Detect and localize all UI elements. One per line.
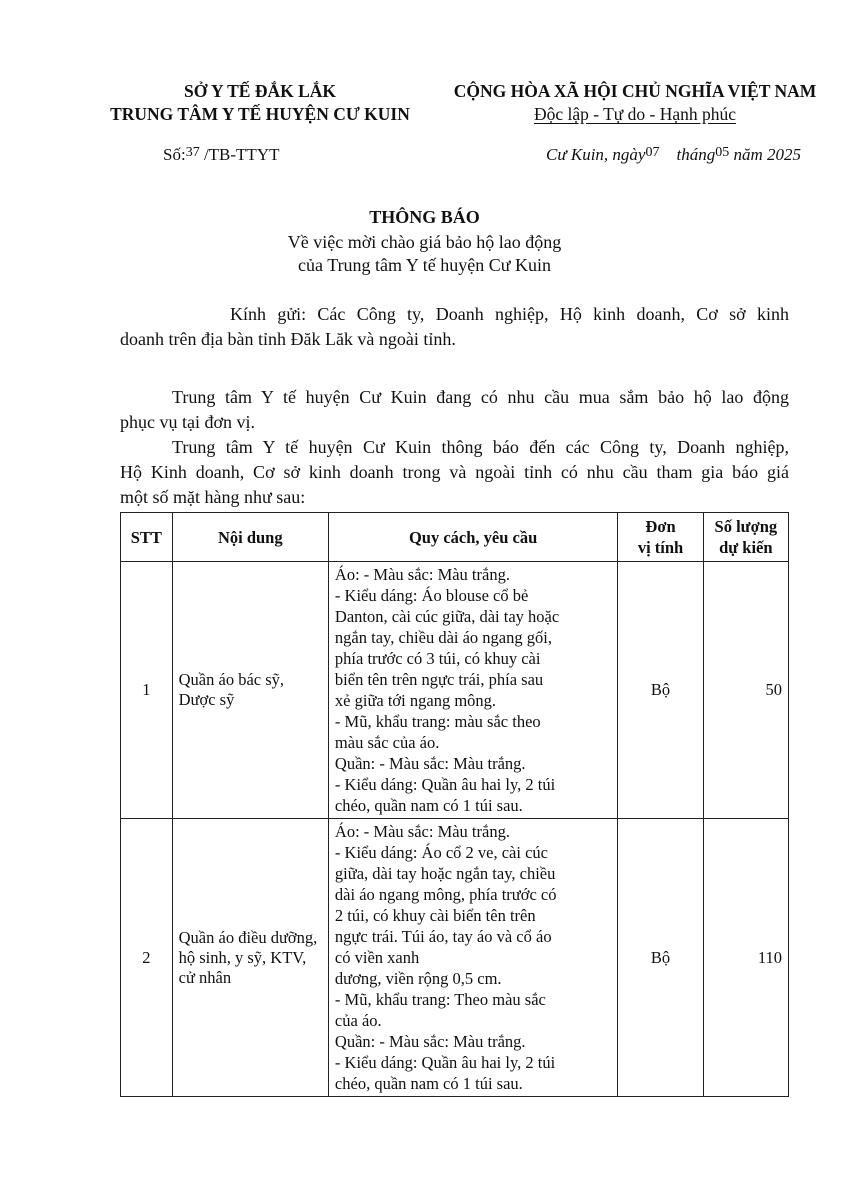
spec-line: Áo: - Màu sắc: Màu trắng. [334, 565, 510, 584]
nation-line-1: CỘNG HÒA XÃ HỘI CHỦ NGHĨA VIỆT NAM [453, 81, 817, 101]
spec-line: - Kiểu dáng: Áo blouse cổ bẻ [334, 586, 529, 605]
table-row [121, 562, 789, 819]
org-line-1: SỞ Y TẾ ĐẮK LẮK [183, 81, 337, 101]
spec-line: - Mũ, khẩu trang: màu sắc theo [334, 712, 541, 731]
header-quy-cach: Quy cách, yêu cầu [328, 513, 617, 562]
body-para2-line-3: một số mặt hàng như sau: [120, 487, 306, 507]
spec-line: dài áo ngang mông, phía trước có [334, 885, 557, 904]
spec-line: phía trước có 3 túi, có khuy cài [334, 649, 541, 668]
row-noi-dung-line: Dược sỹ [178, 690, 235, 709]
spec-line: giữa, dài tay hoặc ngắn tay, chiều [334, 864, 556, 883]
org-line-2-text: TRUNG TÂM Y TẾ HUYỆN CƯ KUIN [110, 104, 410, 124]
doc-number-prefix: Số: [163, 145, 186, 164]
body-para1-line-1: Trung tâm Y tế huyện Cư Kuin đang có nhu cầu mua sắm bảo hộ lao động [172, 387, 789, 407]
items-table [120, 512, 789, 1097]
document-title: THÔNG BÁO [369, 207, 480, 227]
date-place: Cư Kuin, ngày [546, 145, 646, 164]
spec-line: Áo: - Màu sắc: Màu trắng. [334, 822, 510, 841]
recipient-line-1: Kính gửi: Các Công ty, Doanh nghiệp, Hộ kinh doanh, Cơ sở kinh [230, 304, 789, 324]
spec-line: chéo, quần nam có 1 túi sau. [334, 1074, 523, 1093]
row-quantity: 50 [703, 562, 788, 819]
spec-line: ngắn tay, chiều dài áo ngang gối, [334, 628, 552, 647]
body-para2-line-2: Hộ Kinh doanh, Cơ sở kinh doanh trong và ngoài tỉnh có nhu cầu tham gia báo giá [120, 462, 789, 482]
row-quantity: 110 [703, 819, 788, 1097]
header-so-luong-line-2: dự kiến [719, 538, 773, 557]
recipient-paragraph [120, 302, 789, 352]
header-noi-dung: Nội dung [172, 513, 328, 562]
body-paragraph-1 [120, 385, 789, 435]
spec-line: dương, viền rộng 0,5 cm. [334, 969, 502, 988]
row-unit: Bộ [618, 819, 703, 1097]
spec-line: có viền xanh [334, 948, 420, 967]
body-para2-line-1: Trung tâm Y tế huyện Cư Kuin thông báo đến các Công ty, Doanh nghiệp, [172, 437, 789, 457]
row-noi-dung-line: cử nhân [178, 967, 232, 987]
recipient-line-2: doanh trên địa bàn tỉnh Đăk Lăk và ngoài tỉnh. [120, 329, 456, 349]
document-date [546, 145, 801, 165]
row-stt: 1 [121, 562, 173, 819]
body-paragraph-2 [120, 435, 789, 510]
date-month: 05 [715, 145, 730, 160]
motto-text: Độc lập - Tự do - Hạnh phúc [533, 104, 737, 124]
spec-line: Danton, cài cúc giữa, dài tay hoặc [334, 607, 560, 626]
national-motto [440, 80, 830, 126]
header-stt: STT [121, 513, 173, 562]
header-so-luong-line-1: Số lượng [714, 517, 778, 536]
row-noi-dung-line: Quần áo bác sỹ, [178, 670, 285, 689]
spec-line: ngực trái. Túi áo, tay áo và cổ áo [334, 927, 552, 946]
row-noi-dung [172, 562, 328, 819]
spec-line: màu sắc của áo. [334, 733, 440, 752]
date-day: 07 [645, 145, 660, 160]
header-so-luong [703, 513, 788, 562]
header-don-vi [618, 513, 703, 562]
document-number [163, 145, 279, 165]
row-stt: 2 [121, 819, 173, 1097]
row-spec [328, 819, 617, 1097]
spec-line: - Kiểu dáng: Quần âu hai ly, 2 túi [334, 1053, 556, 1072]
spec-line: Quần: - Màu sắc: Màu trắng. [334, 1032, 526, 1051]
row-noi-dung-line: hộ sinh, y sỹ, KTV, [178, 947, 307, 967]
spec-line: chéo, quần nam có 1 túi sau. [334, 796, 523, 815]
doc-number-suffix: /TB-TTYT [203, 145, 280, 164]
row-noi-dung-line: Quần áo điều dưỡng, [178, 927, 318, 947]
document-subtitle-2: của Trung tâm Y tế huyện Cư Kuin [298, 255, 551, 275]
header-don-vi-line-2: vị tính [637, 538, 684, 557]
spec-line: Quần: - Màu sắc: Màu trắng. [334, 754, 526, 773]
date-year: năm 2025 [733, 145, 801, 164]
issuing-organization [80, 80, 440, 126]
doc-number-value: 37 [185, 145, 200, 160]
spec-line: - Mũ, khẩu trang: Theo màu sắc [334, 990, 546, 1009]
row-spec [328, 562, 617, 819]
body-para1-line-2: phục vụ tại đơn vị. [120, 412, 255, 432]
spec-line: biển tên trên ngực trái, phía sau [334, 670, 544, 689]
spec-line: 2 túi, có khuy cài biển tên trên [334, 906, 536, 925]
table-row [121, 819, 789, 1097]
spec-line: - Kiểu dáng: Quần âu hai ly, 2 túi [334, 775, 556, 794]
spec-line: của áo. [334, 1011, 382, 1030]
nation-line-2 [440, 103, 830, 126]
header-don-vi-line-1: Đơn [645, 517, 676, 536]
table-header-row [121, 513, 789, 562]
org-line-2 [80, 103, 440, 126]
spec-line: xẻ giữa tới ngang mông. [334, 691, 497, 710]
spec-line: - Kiểu dáng: Áo cổ 2 ve, cài cúc [334, 843, 548, 862]
row-unit: Bộ [618, 562, 703, 819]
document-subtitle-1: Về việc mời chào giá bảo hộ lao động [287, 232, 562, 252]
row-noi-dung [172, 819, 328, 1097]
date-month-label: tháng [676, 145, 716, 164]
